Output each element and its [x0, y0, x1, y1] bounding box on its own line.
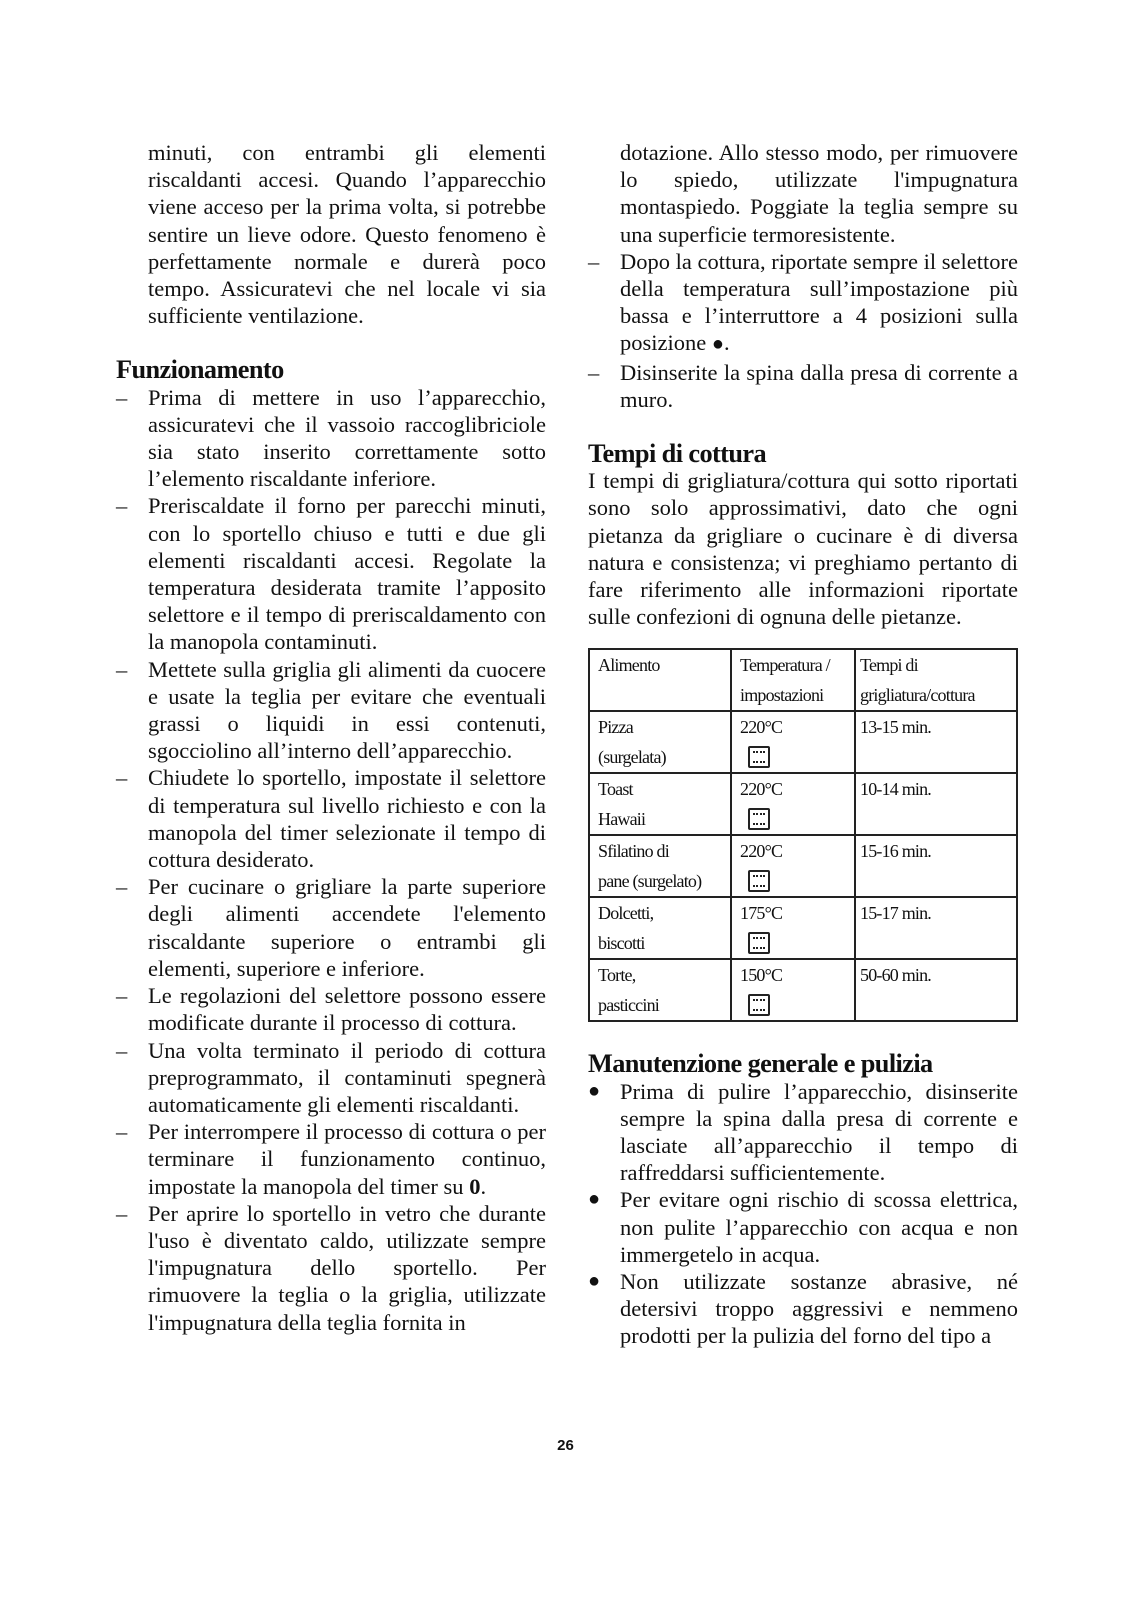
list-item	[588, 1186, 1018, 1268]
left-column	[116, 139, 546, 1336]
right-column	[588, 139, 1018, 1350]
table-row	[589, 959, 1017, 1021]
after-cooking-list	[588, 248, 1018, 413]
header-text: Temperatura /	[740, 655, 830, 676]
header-text: grigliatura/cottura	[860, 685, 975, 706]
cell-temperature	[731, 959, 855, 1021]
food-text: Sfilatino di	[598, 841, 669, 862]
header-text: impostazioni	[740, 685, 824, 706]
list-item-text: Una volta terminato il periodo di cottura preprogrammato, il contaminuti spegnerà automaticamente gli elementi riscaldanti.	[148, 1037, 546, 1117]
cell-food	[589, 959, 731, 1021]
list-item	[116, 873, 546, 982]
funzionamento-list	[116, 384, 546, 1336]
cell-temperature	[731, 897, 855, 959]
table-header-row	[589, 649, 1017, 711]
header-tempi	[855, 649, 1017, 711]
punctuation: .	[480, 1173, 487, 1199]
temperature-text: 220°C	[740, 779, 783, 800]
cell-food	[589, 711, 731, 773]
list-item	[116, 656, 546, 765]
page-number: 26	[557, 1437, 574, 1454]
off-position-dot-icon: ●	[711, 333, 724, 356]
cell-temperature	[731, 711, 855, 773]
manutenzione-list	[588, 1078, 1018, 1350]
dash-marker: –	[116, 493, 128, 519]
oven-top-bottom-heat-icon	[748, 932, 770, 954]
tempi-paragraph: I tempi di grigliatura/cottura qui sotto riportati sono solo approssimativi, dato che ogni pietanza da grigliare o cucinare è di diversa natura e consistenza; vi preghiamo pertanto di fare riferimento alle informazioni riportate sulle confezioni di ognuna delle pietanze.	[588, 468, 1018, 630]
food-text: Hawaii	[598, 809, 646, 830]
list-item-text: Chiudete lo sportello, impostate il selettore di temperatura sul livello richiesto e con la manopola del timer selezionate il tempo di cottura desiderato.	[148, 765, 546, 873]
time-text: 10-14 min.	[860, 779, 931, 800]
oven-top-bottom-heat-icon	[748, 808, 770, 830]
list-item-text: Per aprire lo sportello in vetro che durante l'uso è diventato caldo, utilizzate sempre l'impugnatura dello sportello. Per rimuovere la teglia o la griglia, utilizzate l'impugnatura della teglia fornita in	[148, 1200, 546, 1335]
intro-paragraph: minuti, con entrambi gli elementi riscaldanti accesi. Quando l’apparecchio viene acceso per la prima volta, si potrebbe sentire un lieve odore. Questo fenomeno è perfettamente normale e durerà poco tempo. Assicuratevi che nel locale vi sia sufficiente ventilazione.	[148, 140, 546, 329]
table-row	[589, 711, 1017, 773]
oven-top-bottom-heat-icon	[748, 870, 770, 892]
bullet-icon: ●	[588, 1270, 601, 1293]
temperature-text: 150°C	[740, 965, 783, 986]
section-heading-tempi-di-cottura: Tempi di cottura	[588, 439, 767, 469]
list-item-text: Preriscaldate il forno per parecchi minuti, con lo sportello chiuso e tutti e due gli elementi riscaldanti accesi. Regolate la temperatura desiderata tramite l’apposito selettore e il tempo di preriscaldamento con la manopola contaminuti.	[148, 493, 546, 655]
time-text: 13-15 min.	[860, 717, 931, 738]
header-alimento	[589, 649, 731, 711]
temperature-text: 220°C	[740, 841, 783, 862]
list-item-text: Per interrompere il processo di cottura o per terminare il funzionamento continuo, impostate la manopola del timer su	[148, 1119, 546, 1199]
dash-marker: –	[116, 1037, 128, 1063]
temperature-text: 175°C	[740, 903, 783, 924]
food-text: pasticcini	[598, 995, 659, 1016]
list-item-text: Mettete sulla griglia gli alimenti da cuocere e usate la teglia per evitare che eventuali grassi o liquidi in essi contenuti, sgocciolino all’interno dell’apparecchio.	[148, 656, 546, 764]
table-row	[589, 773, 1017, 835]
list-item-text: Dopo la cottura, riportate sempre il selettore della temperatura sull’impostazione più bassa e l’interruttore a 4 posizioni sulla posizione	[620, 248, 1018, 356]
table-row	[589, 897, 1017, 959]
list-item	[116, 982, 546, 1036]
food-text: biscotti	[598, 933, 645, 954]
oven-top-bottom-heat-icon	[748, 994, 770, 1016]
spacer	[588, 1022, 1018, 1050]
cell-time	[855, 835, 1017, 897]
table-row	[589, 835, 1017, 897]
list-item-text: Disinserite la spina dalla presa di corrente a muro.	[620, 359, 1018, 412]
list-item-text: Prima di pulire l’apparecchio, disinserite sempre la spina dalla presa di corrente e lasciate all’apparecchio il tempo di raffreddarsi sufficientemente.	[620, 1078, 1018, 1186]
list-item	[116, 384, 546, 493]
continuation-paragraph: dotazione. Allo stesso modo, per rimuovere lo spiedo, utilizzate l'impugnatura montaspiedo. Poggiate la teglia sempre su una superficie termoresistente.	[620, 140, 1018, 247]
food-text: Torte,	[598, 965, 636, 986]
dash-marker: –	[116, 1119, 128, 1145]
list-item	[588, 1078, 1018, 1187]
cell-temperature	[731, 773, 855, 835]
spacer	[588, 413, 1018, 440]
list-item	[116, 764, 546, 873]
punctuation: .	[723, 330, 730, 356]
bullet-icon: ●	[588, 1188, 601, 1211]
spacer	[588, 630, 1018, 640]
dash-marker: –	[116, 384, 128, 410]
dash-marker: –	[116, 656, 128, 682]
cell-time	[855, 773, 1017, 835]
list-item-text: Le regolazioni del selettore possono essere modificate durante il processo di cottura.	[148, 983, 546, 1036]
temperature-text: 220°C	[740, 717, 783, 738]
dash-marker: –	[588, 248, 600, 274]
food-text: Toast	[598, 779, 633, 800]
section-heading-manutenzione: Manutenzione generale e pulizia	[588, 1049, 933, 1079]
cell-food	[589, 835, 731, 897]
section-heading-funzionamento: Funzionamento	[116, 355, 284, 385]
list-item	[588, 1268, 1018, 1350]
cell-food	[589, 897, 731, 959]
cell-time	[855, 959, 1017, 1021]
cell-time	[855, 897, 1017, 959]
list-item-text: Non utilizzate sostanze abrasive, né detersivi troppo aggressivi e nemmeno prodotti per la pulizia del forno del tipo a	[620, 1269, 1018, 1349]
list-item-text: Per cucinare o grigliare la parte superiore degli alimenti accendete l'elemento riscaldante superiore o entrambi gli elementi, superiore e inferiore.	[148, 874, 546, 981]
list-item	[116, 1037, 546, 1119]
cooking-times-table	[588, 648, 1018, 1022]
dash-marker: –	[588, 359, 600, 385]
list-item	[588, 248, 1018, 359]
time-text: 50-60 min.	[860, 965, 931, 986]
dash-marker: –	[116, 765, 128, 791]
food-text: Pizza	[598, 717, 633, 738]
bullet-icon: ●	[588, 1079, 601, 1102]
time-text: 15-17 min.	[860, 903, 931, 924]
timer-zero-value: 0	[469, 1173, 481, 1199]
food-text: (surgelata)	[598, 747, 666, 768]
header-text: Tempi di	[860, 655, 918, 676]
dash-marker: –	[116, 983, 128, 1009]
list-item-text: Prima di mettere in uso l’apparecchio, assicuratevi che il vassoio raccoglibriciole sia stato inserito correttamente sotto l’elemento riscaldante inferiore.	[148, 384, 546, 492]
cell-food	[589, 773, 731, 835]
food-text: Dolcetti,	[598, 903, 654, 924]
list-item	[116, 1118, 546, 1200]
cell-time	[855, 711, 1017, 773]
header-temperatura	[731, 649, 855, 711]
list-item	[116, 1200, 546, 1336]
time-text: 15-16 min.	[860, 841, 931, 862]
list-item	[116, 492, 546, 655]
dash-marker: –	[116, 1200, 128, 1226]
spacer	[116, 329, 546, 356]
dash-marker: –	[116, 874, 128, 900]
cell-temperature	[731, 835, 855, 897]
oven-top-bottom-heat-icon	[748, 746, 770, 768]
food-text: pane (surgelato)	[598, 871, 702, 892]
header-text: Alimento	[598, 655, 660, 676]
list-item-text: Per evitare ogni rischio di scossa elettrica, non pulite l’apparecchio con acqua e non immergetelo in acqua.	[620, 1187, 1018, 1267]
list-item	[588, 359, 1018, 413]
